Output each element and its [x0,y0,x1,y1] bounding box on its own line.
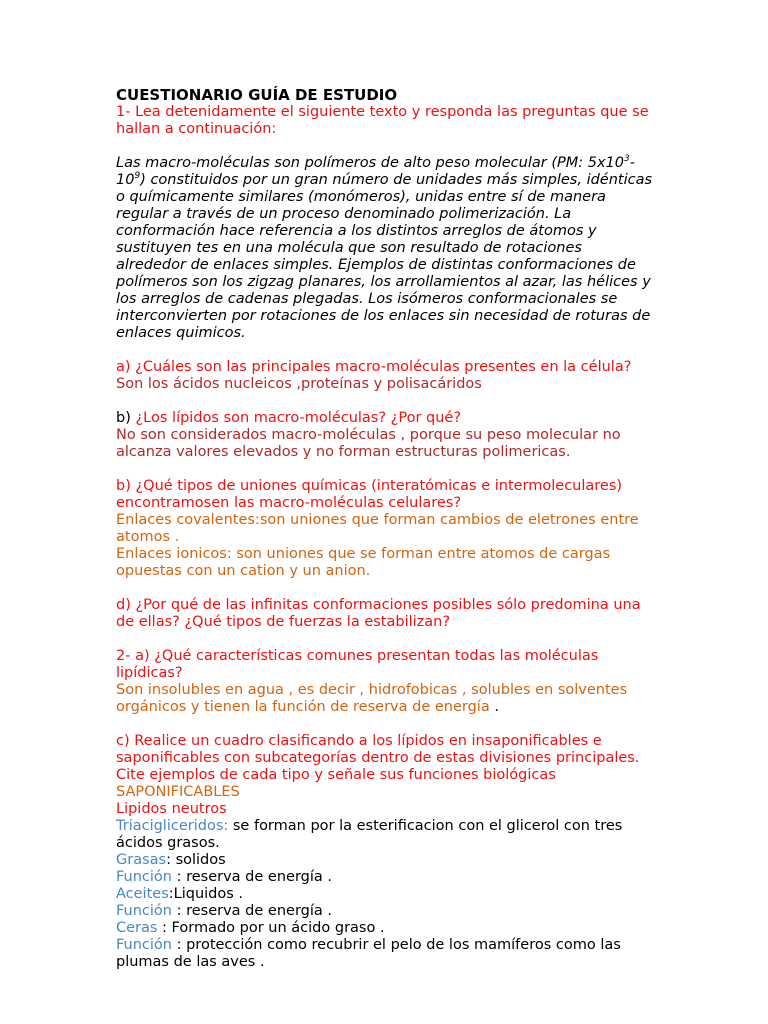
heading-saponificables: SAPONIFICABLES [116,784,240,800]
passage-post: ) constituidos por un gran número de unidades más simples, idénticas o químicamente similares (monómeros), unidas entre sí de manera regular a través de un proceso denominado polimerización. La conformación hace referencia a los distintos arreglos de átomos y sustituyen tes en una molécula que son resultado de rotaciones alrededor de enlaces simples. Ejemplos de distintas conformaciones de polímeros son los zigzag planares, los arrollamientos al azar, las hélices y los arreglos de cadenas plegadas. Los isómeros conformacionales se interconvierten por rotaciones de los enlaces sin necesidad de roturas de enlaces quimicos. [116,172,653,341]
item-term: Aceites [116,886,169,902]
passage-sup-2: 9 [134,171,141,182]
heading-lipidos-neutros: Lipidos neutros [116,801,227,817]
question-d: d) ¿Por qué de las infinitas conformaciones posibles sólo predomina una de ellas? ¿Qué tipos de fuerzas la estabilizan? [116,597,641,630]
answer-b2-ionicos: Enlaces ionicos: son uniones que se forman entre atomos de cargas opuestas con un cation y un anion. [116,546,611,579]
answer-2a-end: . [489,699,499,715]
passage-text [116,155,656,342]
list-item [116,886,656,903]
list-item [116,920,656,937]
answer-a: Son los ácidos nucleicos ,proteínas y polisacáridos [116,376,482,392]
item-text: : Formado por un ácido graso . [157,920,385,936]
list-item [116,903,656,920]
document-title: CUESTIONARIO GUÍA DE ESTUDIO [116,86,398,104]
item-text: : protección como recubrir el pelo de los mamíferos como las plumas de las aves . [116,937,621,970]
list-item [116,818,656,852]
item-text: : solidos [166,852,226,868]
answer-b1: No son considerados macro-moléculas , porque su peso molecular no alcanza valores elevados y no forman estructuras polimericas. [116,427,621,460]
item-text: : reserva de energía . [172,869,332,885]
list-item [116,937,656,971]
answer-2a [116,682,656,716]
question-c: c) Realice un cuadro clasificando a los lípidos en insaponificables e saponificables con subcategorías dentro de estas divisiones principales. Cite ejemplos de cada tipo y señale sus funciones biológicas [116,733,640,783]
passage-mid: -10 [116,155,635,188]
list-item [116,869,656,886]
list-item [116,852,656,869]
item-term: Función [116,869,172,885]
question-a: a) ¿Cuáles son las principales macro-moléculas presentes en la célula? [116,359,632,375]
document-page [116,87,656,971]
question-b2: b) ¿Qué tipos de uniones químicas (interatómicas e intermoleculares) encontramosen las macro-moléculas celulares? [116,478,623,511]
item-term: Ceras [116,920,158,936]
item-text: : reserva de energía . [172,903,332,919]
answer-b2-covalentes: Enlaces covalentes:son uniones que forman cambios de eletrones entre atomos . [116,512,639,545]
question-1-instruction: 1- Lea detenidamente el siguiente texto y responda las preguntas que se hallan a continuación: [116,104,649,137]
question-b1 [116,410,656,427]
item-term: Función [116,937,172,953]
question-b1-text: ¿Los lípidos son macro-moléculas? ¿Por qué? [135,410,462,426]
item-term: Grasas [116,852,167,868]
question-b1-prefix: b) [116,410,136,426]
answer-2a-text: Son insolubles en agua , es decir , hidrofobicas , solubles en solventes orgánicos y tienen la función de reserva de energía [116,682,628,715]
item-term: Función [116,903,172,919]
passage-sup-1: 3 [624,154,630,165]
item-text: :Liquidos . [168,886,244,902]
question-2a: 2- a) ¿Qué características comunes presentan todas las moléculas lipídicas? [116,648,599,681]
item-text: se forman por la esterificacion con el glicerol con tres ácidos grasos. [116,818,623,851]
item-term: Triacigliceridos: [116,818,229,834]
passage-pre: Las macro-moléculas son polímeros de alto peso molecular (PM: 5x10 [116,155,624,171]
